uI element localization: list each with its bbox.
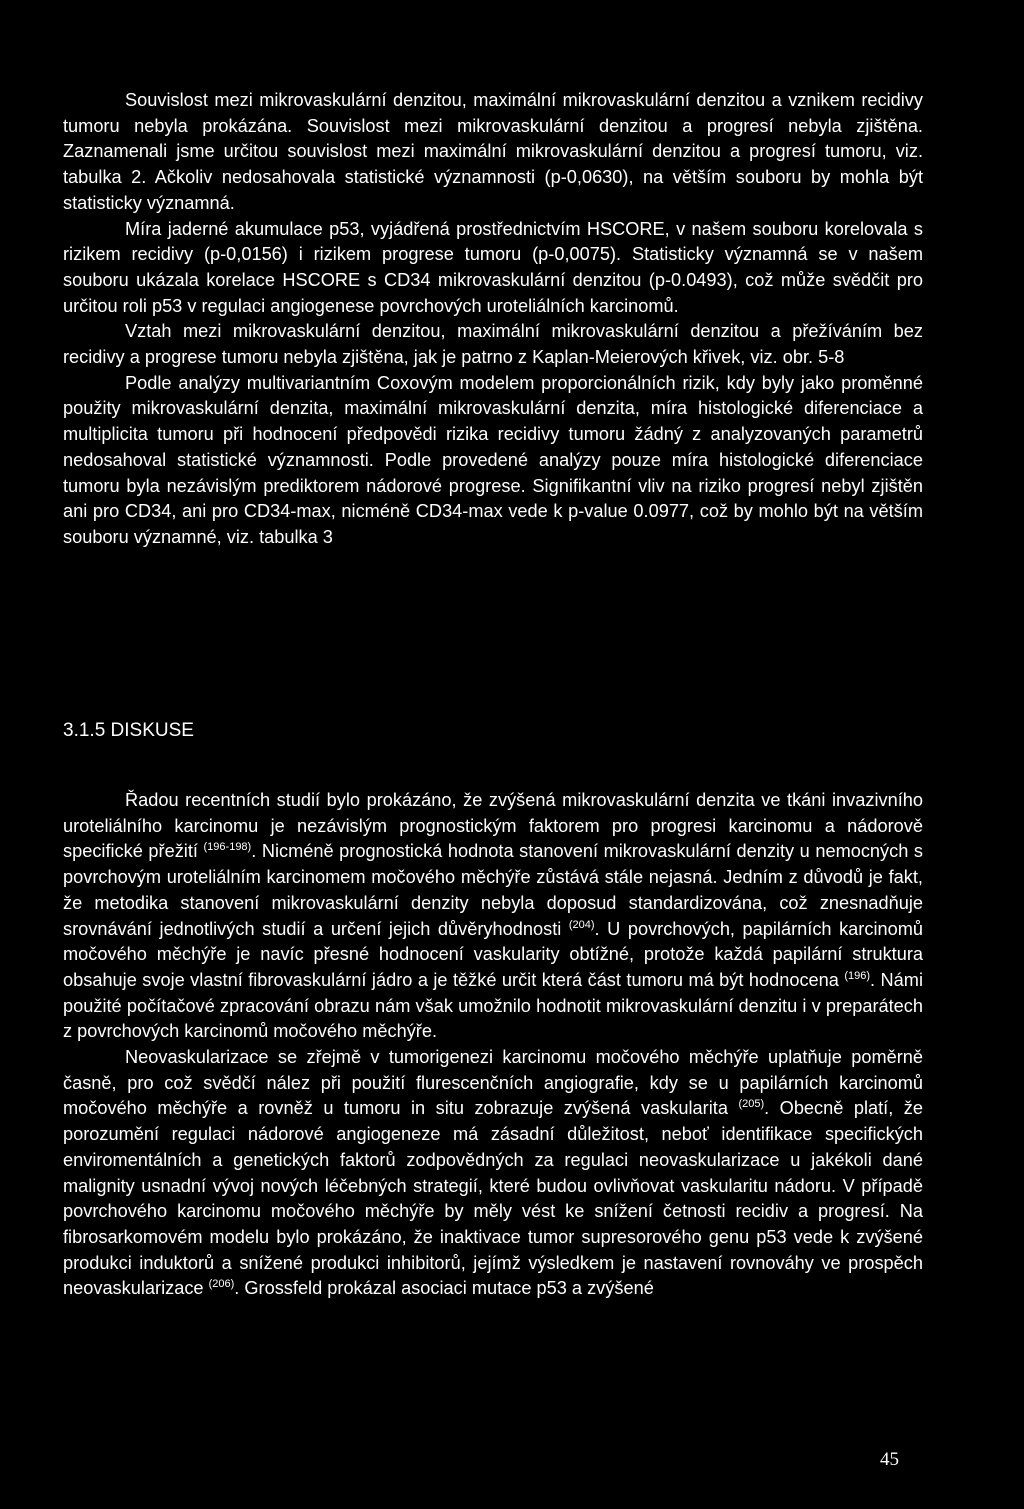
text-run: . Grossfeld prokázal asociaci mutace p53 a zvýšené [234,1278,654,1299]
text-run: . Obecně platí, že porozumění regulaci nádorové angiogeneze má zásadní důležitost, neboť identifikace specifických enviromentálních a genetických faktorů zodpovědných za regulaci neovaskularizace u jakékoli dané malignity usnadní vývoj nových léčebných strategií, které budou ovlivňovat vaskularitu nádoru. V případě povrchového karcinomu močového měchýře by měly vést ke snížení četnosti recidiv a progresí. Na fibrosarkomovém modelu bylo prokázáno, že inaktivace tumor supresorového genu p53 vede k zvýšené produkci induktorů a snížené produkci inhibitorů, jejímž výsledkem je nastavení rovnováhy ve prospěch neovaskularizace [63,1098,923,1299]
citation-ref: (205) [738,1098,765,1111]
text-run: . U povrchových, papilárních karcinomů močového měchýře je navíc přesné hodnocení vaskularity obtížné, protože každá papilární struktura obsahuje svoje vlastní fibrovaskulární jádro a je těžké určit která část tumoru má být hodnocena [63,918,923,990]
citation-ref: (206) [208,1278,235,1291]
discussion-section [63,788,923,1302]
text-run: . Námi použité počítačové zpracování obrazu nám však umožnilo hodnotit mikrovaskulární denzitu i v preparátech z povrchových karcinomů močového měchýře. [63,969,923,1042]
citation-ref: (204) [568,918,595,931]
page-number: 45 [880,1449,899,1470]
results-paragraph-2: Míra jaderné akumulace p53, vyjádřená prostřednictvím HSCORE, v našem souboru korelovala s rizikem recidivy (p-0,0156) i rizikem progrese tumoru (p-0,0075). Statisticky významná se v našem souboru ukázala korelace HSCORE s CD34 mikrovaskulární denzitou (p-0.0493), což může svědčit pro určitou roli p53 v regulaci angiogenese povrchových uroteliálních karcinomů. [63,218,923,316]
citation-ref: (196-198) [203,841,252,854]
text-run: Neovaskularizace se zřejmě v tumorigenezi karcinomu močového měchýře uplatňuje poměrně časně, pro což svědčí nález při použití flurescenčních angiografie, kdy se u papilárních karcinomů močového měchýře a rovněž u tumoru in situ zobrazuje zvýšená vaskularita [63,1047,923,1119]
citation-ref: (196) [844,969,871,982]
discussion-paragraph-2 [63,1045,923,1302]
text-run: Řadou recentních studií bylo prokázáno, že zvýšená mikrovaskulární denzita ve tkáni invazivního uroteliálního karcinomu je nezávislým prognostickým faktorem pro progresi karcinomu a nádorově specifické přežití [63,790,923,862]
discussion-paragraph-1 [63,788,923,1045]
text-run: . Nicméně prognostická hodnota stanovení mikrovaskulární denzity u nemocných s povrchovým uroteliálním karcinomem močového měchýře zůstává stále nejasná. Jedním z důvodů je fakt, že metodika stanovení mikrovaskulární denzity nebyla doposud standardizována, což znesnadňuje srovnávání jednotlivých studií a určení jejich důvěryhodnosti [63,841,924,939]
page-body [63,88,924,1299]
section-heading: 3.1.5 DISKUSE [63,720,194,741]
results-paragraph-3: Vztah mezi mikrovaskulární denzitou, maximální mikrovaskulární denzitou a přežíváním bez recidivy a progrese tumoru nebyla zjištěna, jak je patrno z Kaplan-Meierových křivek, viz. obr. 5-8 [63,321,923,368]
results-paragraph-4: Podle analýzy multivariantním Coxovým modelem proporcionálních rizik, kdy byly jako proměnné použity mikrovaskulární denzita, maximální mikrovaskulární denzita, míra histologické diferenciace a multiplicita tumoru při hodnocení předpovědi rizika recidivy tumoru žádný z analyzovaných parametrů nedosahoval statistické významnosti. Podle provedené analýzy pouze míra histologické diferenciace tumoru byla nezávislým prediktorem nádorové progrese. Signifikantní vliv na riziko progresí nebyl zjištěn ani pro CD34, ani pro CD34-max, nicméně CD34-max vede k p-value 0.0977, což by mohlo být na větším souboru významné, viz. tabulka 3 [63,372,923,547]
results-paragraph-1: Souvislost mezi mikrovaskulární denzitou, maximální mikrovaskulární denzitou a vznikem recidivy tumoru nebyla prokázána. Souvislost mezi mikrovaskulární denzitou a progresí nebyla zjištěna. Zaznamenali jsme určitou souvislost mezi maximální mikrovaskulární denzitou a progresí tumoru, viz. tabulka 2. Ačkoliv nedosahovala statistické významnosti (p-0,0630), na větším souboru by mohla být statisticky významná. [63,90,923,213]
